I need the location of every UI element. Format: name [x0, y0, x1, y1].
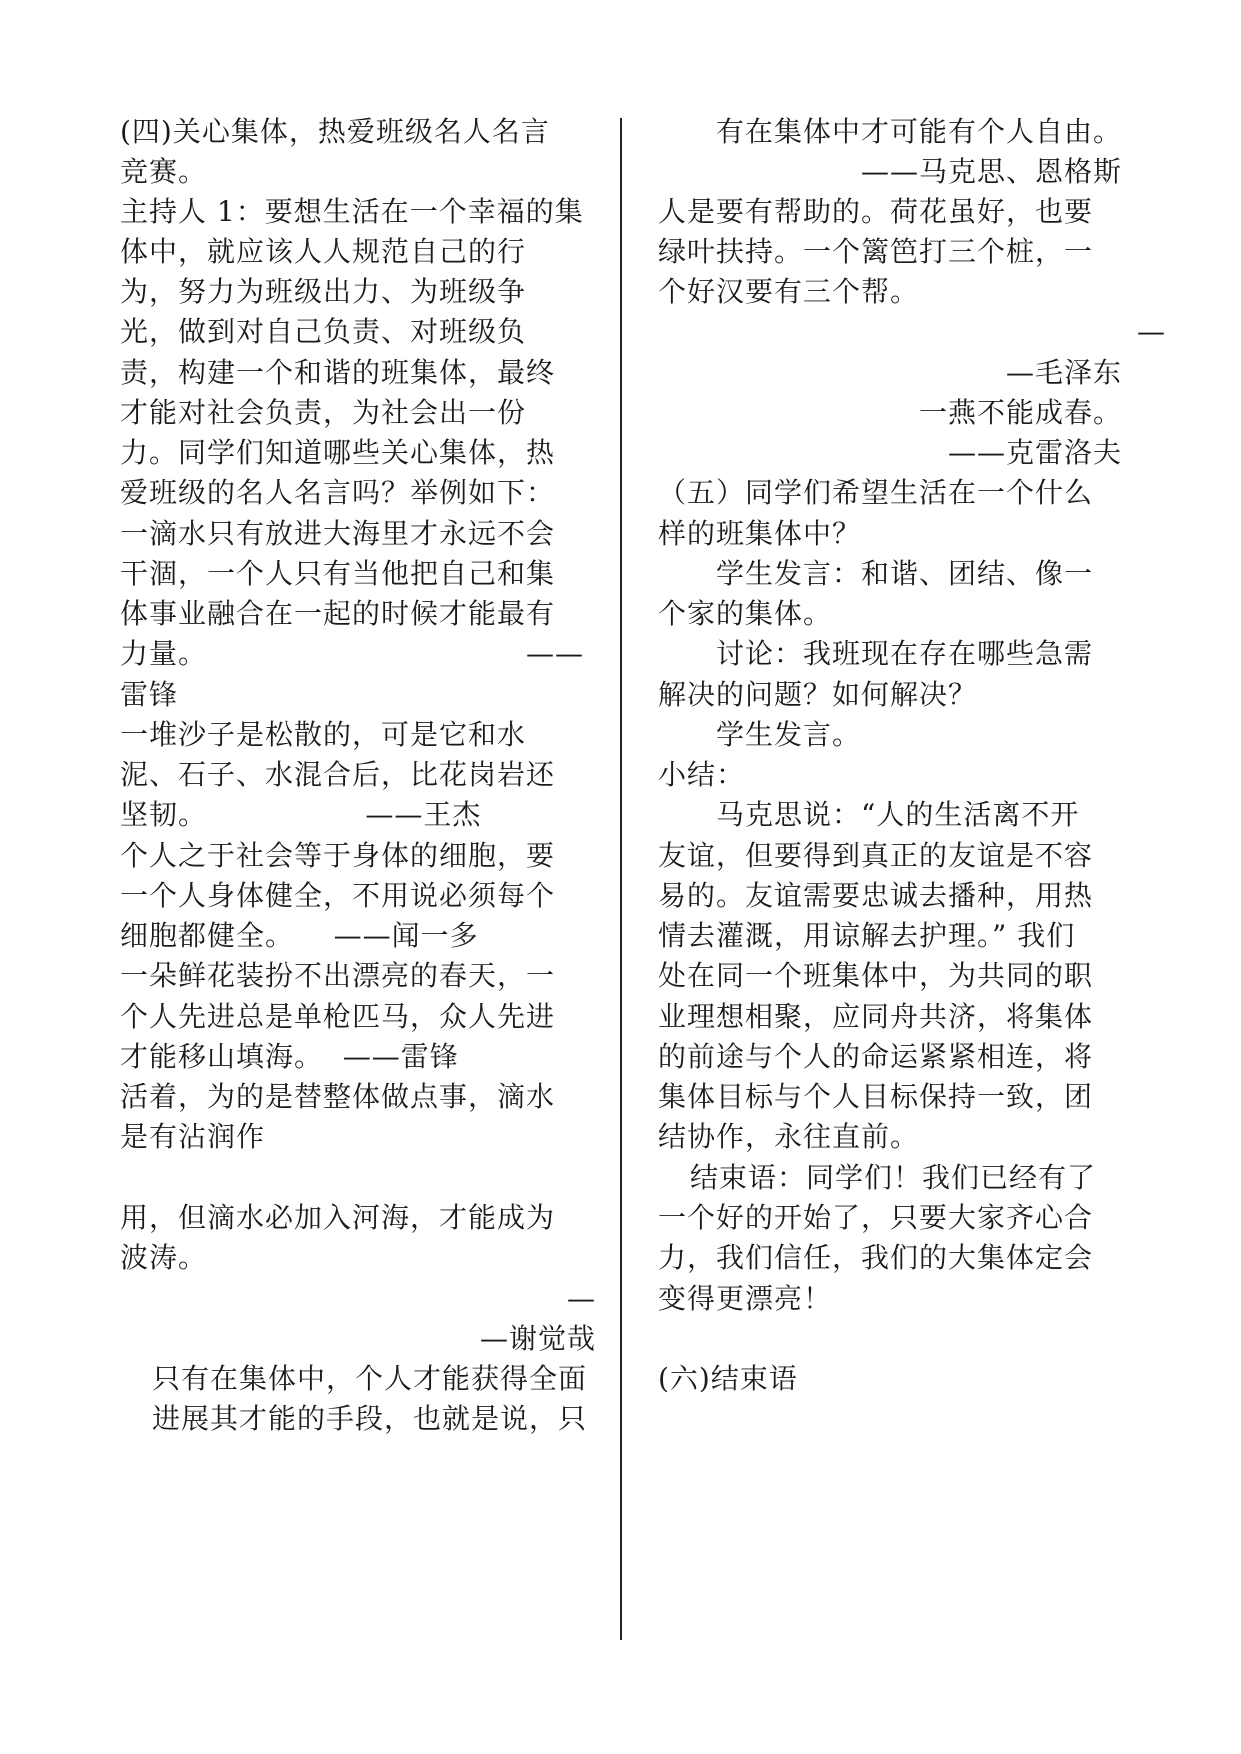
- text-line: 情去灌溉，用谅解去护理。” 我们: [658, 919, 1076, 952]
- text-line: 力。同学们知道哪些关心集体，热: [120, 436, 556, 469]
- text-line: 光，做到对自己负责、对班级负: [120, 315, 527, 348]
- quote-author: ——马克思、恩格斯: [860, 155, 1122, 188]
- quote-line: 是有沾润作: [120, 1120, 266, 1153]
- text-line: 样的班集体中？: [658, 517, 862, 550]
- quote-author: ——克雷洛夫: [947, 436, 1122, 469]
- host-intro-line: 主持人 1：要想生活在一个幸福的集: [120, 195, 584, 228]
- quote-line: 一滴水只有放进大海里才永远不会: [120, 517, 556, 550]
- text-line: 讨论：我班现在存在哪些急需: [716, 637, 1094, 670]
- quote-line: 坚韧。 ——王杰: [120, 798, 482, 831]
- quote-line: 活着，为的是替整体做点事，滴水: [120, 1080, 556, 1113]
- quote-line: 进展其才能的手段，也就是说，只: [152, 1402, 588, 1435]
- section-six-heading: (六)结束语: [658, 1362, 798, 1395]
- closing-line: 力，我们信任，我们的大集体定会: [658, 1241, 1094, 1274]
- section-four-heading: (四)关心集体，热爱班级名人名言: [120, 115, 550, 148]
- quote-author: —毛泽东: [1005, 356, 1122, 389]
- quote-line: 波涛。: [120, 1241, 208, 1274]
- quote-line: 力量。: [120, 637, 208, 670]
- quote-line: 只有在集体中，个人才能获得全面: [152, 1362, 588, 1395]
- text-line: 集体目标与个人目标保持一致，团: [658, 1080, 1094, 1113]
- text-line: 竞赛。: [120, 155, 208, 188]
- quote-line: 细胞都健全。 ——闻一多: [120, 919, 479, 952]
- text-line: 马克思说：“人的生活离不开: [716, 798, 1080, 831]
- quote-line: 人是要有帮助的。荷花虽好，也要: [658, 195, 1094, 228]
- closing-line: 结束语：同学们！我们已经有了: [690, 1161, 1097, 1194]
- quote-line: 一燕不能成春。: [918, 396, 1122, 429]
- text-line: 学生发言：和谐、团结、像一: [716, 557, 1094, 590]
- text-line: 业理想相聚，应同舟共济，将集体: [658, 1000, 1094, 1033]
- quote-line: 体事业融合在一起的时候才能最有: [120, 597, 556, 630]
- text-line: 友谊，但要得到真正的友谊是不容: [658, 839, 1094, 872]
- quote-line: 个人先进总是单枪匹马，众人先进: [120, 1000, 556, 1033]
- quote-line: 有在集体中才可能有个人自由。: [716, 115, 1123, 148]
- text-line: 解决的问题？如何解决？: [658, 678, 978, 711]
- closing-line: 变得更漂亮！: [658, 1282, 833, 1315]
- text-line: 的前途与个人的命运紧紧相连，将: [658, 1040, 1094, 1073]
- quote-dash: —: [1137, 315, 1166, 348]
- quote-line: 个好汉要有三个帮。: [658, 275, 920, 308]
- quote-dash: ——: [526, 637, 584, 670]
- text-line: 为，努力为班级出力、为班级争: [120, 275, 527, 308]
- quote-line: 一朵鲜花装扮不出漂亮的春天，一: [120, 959, 556, 992]
- text-line: 结协作，永往直前。: [658, 1120, 920, 1153]
- text-line: 爱班级的名人名言吗？举例如下：: [120, 476, 556, 509]
- section-five-heading: （五）同学们希望生活在一个什么: [658, 476, 1094, 509]
- summary-label: 小结：: [658, 758, 746, 791]
- quote-line: 个人之于社会等于身体的细胞，要: [120, 839, 556, 872]
- quote-line: 一个人身体健全，不用说必须每个: [120, 879, 556, 912]
- quote-line: 用，但滴水必加入河海，才能成为: [120, 1201, 556, 1234]
- text-line: 才能对社会负责，为社会出一份: [120, 396, 527, 429]
- text-line: 个家的集体。: [658, 597, 833, 630]
- quote-line: 一堆沙子是松散的，可是它和水: [120, 718, 527, 751]
- column-divider: [620, 118, 622, 1640]
- text-line: 责，构建一个和谐的班集体，最终: [120, 356, 556, 389]
- quote-line: 绿叶扶持。一个篱笆打三个桩，一: [658, 235, 1094, 268]
- quote-line: 泥、石子、水混合后，比花岗岩还: [120, 758, 556, 791]
- quote-line: 干涸，一个人只有当他把自己和集: [120, 557, 556, 590]
- quote-dash: —: [567, 1282, 596, 1315]
- quote-author: —谢觉哉: [479, 1322, 596, 1355]
- text-line: 易的。友谊需要忠诚去播种，用热: [658, 879, 1094, 912]
- text-line: 处在同一个班集体中，为共同的职: [658, 959, 1094, 992]
- text-line: 体中，就应该人人规范自己的行: [120, 235, 527, 268]
- quote-line: 才能移山填海。 ——雷锋: [120, 1040, 459, 1073]
- closing-line: 一个好的开始了，只要大家齐心合: [658, 1201, 1094, 1234]
- quote-author: 雷锋: [120, 678, 179, 711]
- text-line: 学生发言。: [716, 718, 862, 751]
